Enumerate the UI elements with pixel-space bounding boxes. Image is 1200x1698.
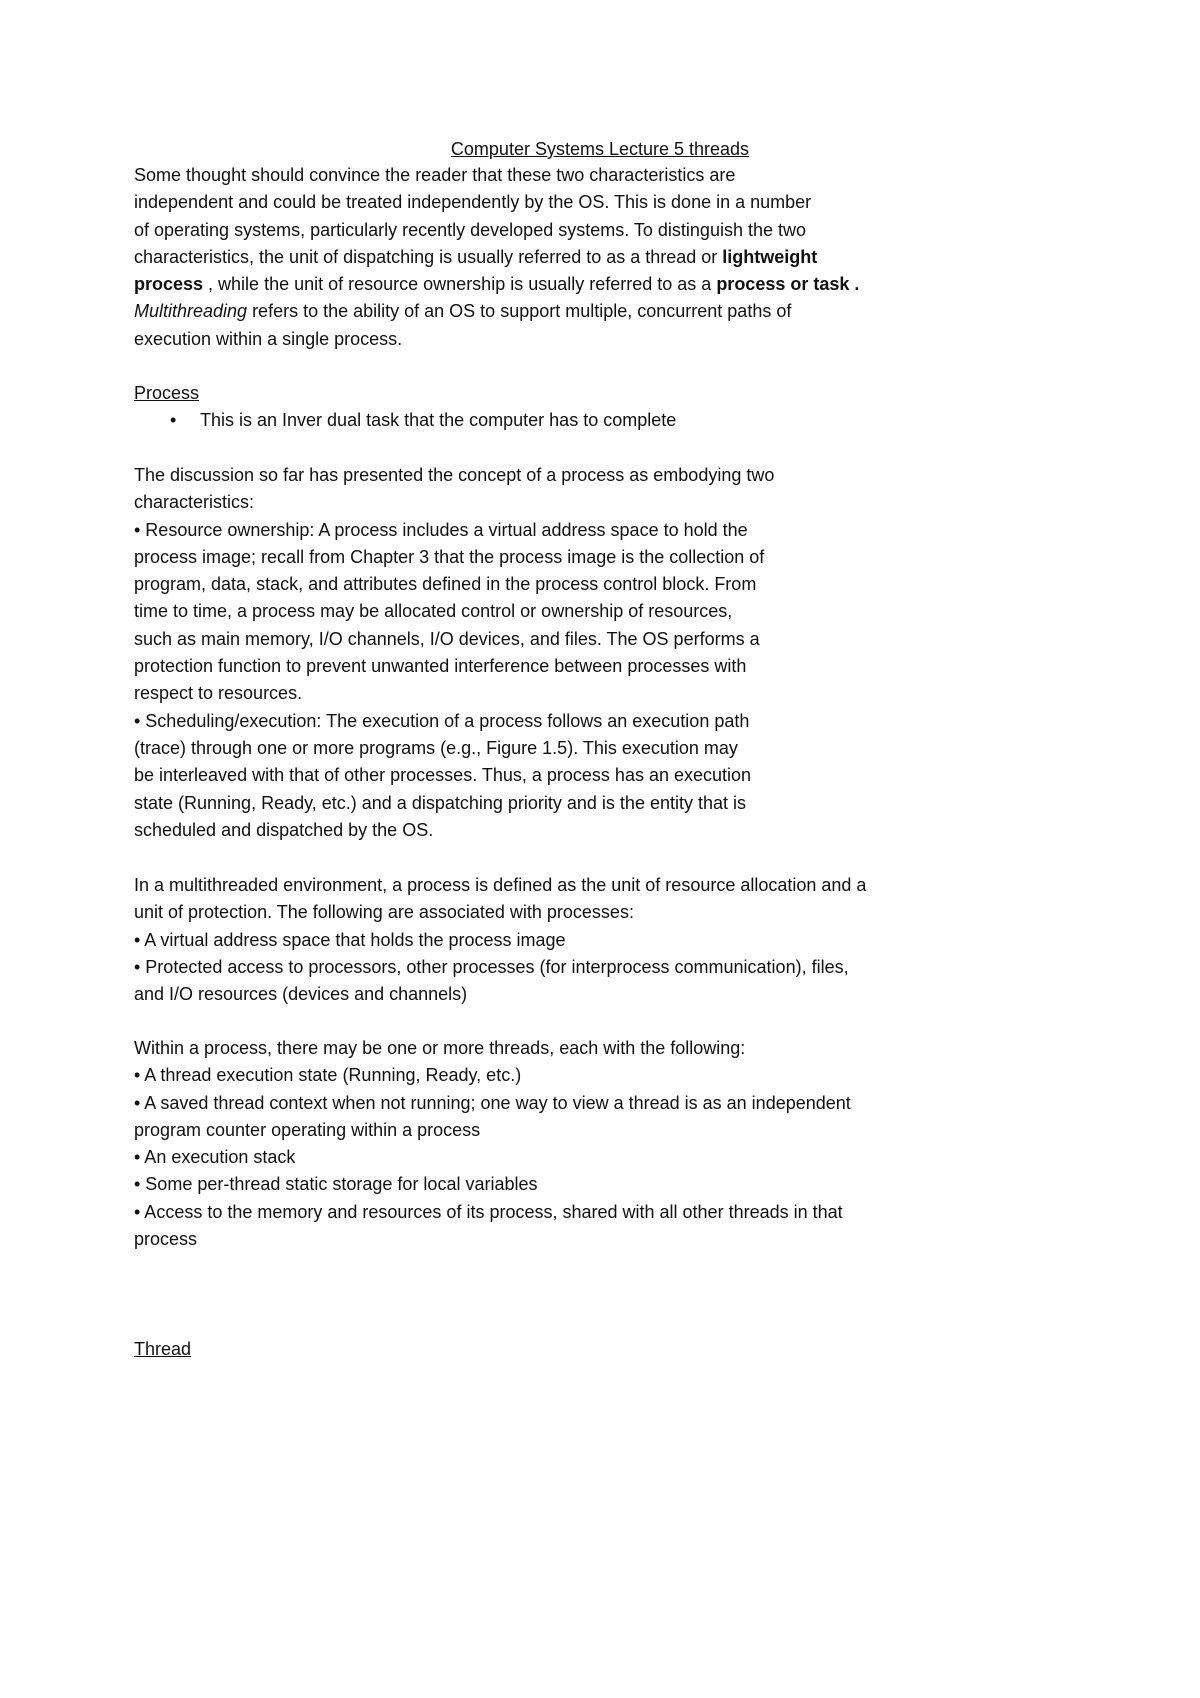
- text-line: • A saved thread context when not running; one way to view a thread is as an independent: [134, 1092, 851, 1113]
- text-line: • Some per-thread static storage for local variables: [134, 1174, 538, 1195]
- document-title: [0, 136, 1200, 163]
- text-line: • Protected access to processors, other processes (for interprocess communication), files,: [134, 956, 849, 977]
- text-line: protection function to prevent unwanted interference between processes with: [134, 656, 747, 677]
- text-line: independent and could be treated independently by the OS. This is done in a number: [134, 192, 812, 213]
- text-line: program counter operating within a process: [134, 1119, 481, 1140]
- text-line: • Resource ownership: A process includes a virtual address space to hold the: [134, 519, 748, 540]
- thread-heading: Thread: [134, 1339, 192, 1359]
- text-line: process: [134, 1229, 198, 1250]
- text-line: • Scheduling/execution: The execution of a process follows an execution path: [134, 710, 750, 731]
- text-line: and I/O resources (devices and channels): [134, 984, 468, 1005]
- text-line: be interleaved with that of other processes. Thus, a process has an execution: [134, 765, 752, 786]
- intro-paragraph: [134, 162, 859, 353]
- thread-section: [134, 1336, 191, 1363]
- bullet-icon: •: [170, 410, 177, 431]
- text-segment: , while the unit of resource ownership is usually referred to as a: [203, 274, 717, 295]
- text-line: of operating systems, particularly recently developed systems. To distinguish the two: [134, 219, 806, 240]
- text-line: The discussion so far has presented the concept of a process as embodying two: [134, 465, 775, 485]
- text-line: [134, 298, 859, 325]
- bold-term: process or task: [716, 274, 850, 295]
- bullet-text: This is an Inver dual task that the computer has to complete: [200, 410, 677, 431]
- italic-term: Multithreading: [134, 301, 248, 322]
- text-line: [134, 271, 859, 298]
- text-line: • A thread execution state (Running, Ready, etc.): [134, 1065, 522, 1086]
- process-section: [134, 380, 677, 435]
- title-text: Computer Systems Lecture 5 threads: [450, 139, 750, 159]
- text-line: • An execution stack: [134, 1147, 296, 1168]
- discussion-paragraph: [134, 462, 774, 844]
- text-line: characteristics:: [134, 492, 255, 513]
- text-segment: characteristics, the unit of dispatching is usually referred to as a thread or: [134, 246, 723, 267]
- text-line: (trace) through one or more programs (e.g., Figure 1.5). This execution may: [134, 737, 738, 758]
- bold-term: process: [134, 274, 204, 295]
- text-line: Some thought should convince the reader that these two characteristics are: [134, 165, 736, 185]
- text-line: • A virtual address space that holds the process image: [134, 929, 566, 950]
- text-line: [134, 244, 859, 271]
- text-line: In a multithreaded environment, a process is defined as the unit of resource allocation and a: [134, 875, 867, 895]
- process-bullet-item: [134, 407, 677, 434]
- text-line: scheduled and dispatched by the OS.: [134, 819, 434, 840]
- text-segment: .: [849, 274, 860, 295]
- multithreaded-paragraph: [134, 872, 866, 1008]
- text-line: execution within a single process.: [134, 328, 403, 349]
- bold-term: lightweight: [722, 246, 818, 267]
- within-process-paragraph: [134, 1035, 851, 1253]
- process-heading: Process: [134, 383, 200, 403]
- text-line: time to time, a process may be allocated control or ownership of resources,: [134, 601, 733, 622]
- text-line: • Access to the memory and resources of its process, shared with all other threads in that: [134, 1201, 843, 1222]
- text-line: Within a process, there may be one or more threads, each with the following:: [134, 1038, 746, 1058]
- text-line: program, data, stack, and attributes defined in the process control block. From: [134, 574, 757, 595]
- text-line: unit of protection. The following are associated with processes:: [134, 902, 634, 923]
- text-line: state (Running, Ready, etc.) and a dispatching priority and is the entity that is: [134, 792, 746, 813]
- text-segment: refers to the ability of an OS to support multiple, concurrent paths of: [247, 301, 792, 322]
- text-line: process image; recall from Chapter 3 that the process image is the collection of: [134, 546, 765, 567]
- text-line: respect to resources.: [134, 683, 303, 704]
- text-line: such as main memory, I/O channels, I/O devices, and files. The OS performs a: [134, 628, 760, 649]
